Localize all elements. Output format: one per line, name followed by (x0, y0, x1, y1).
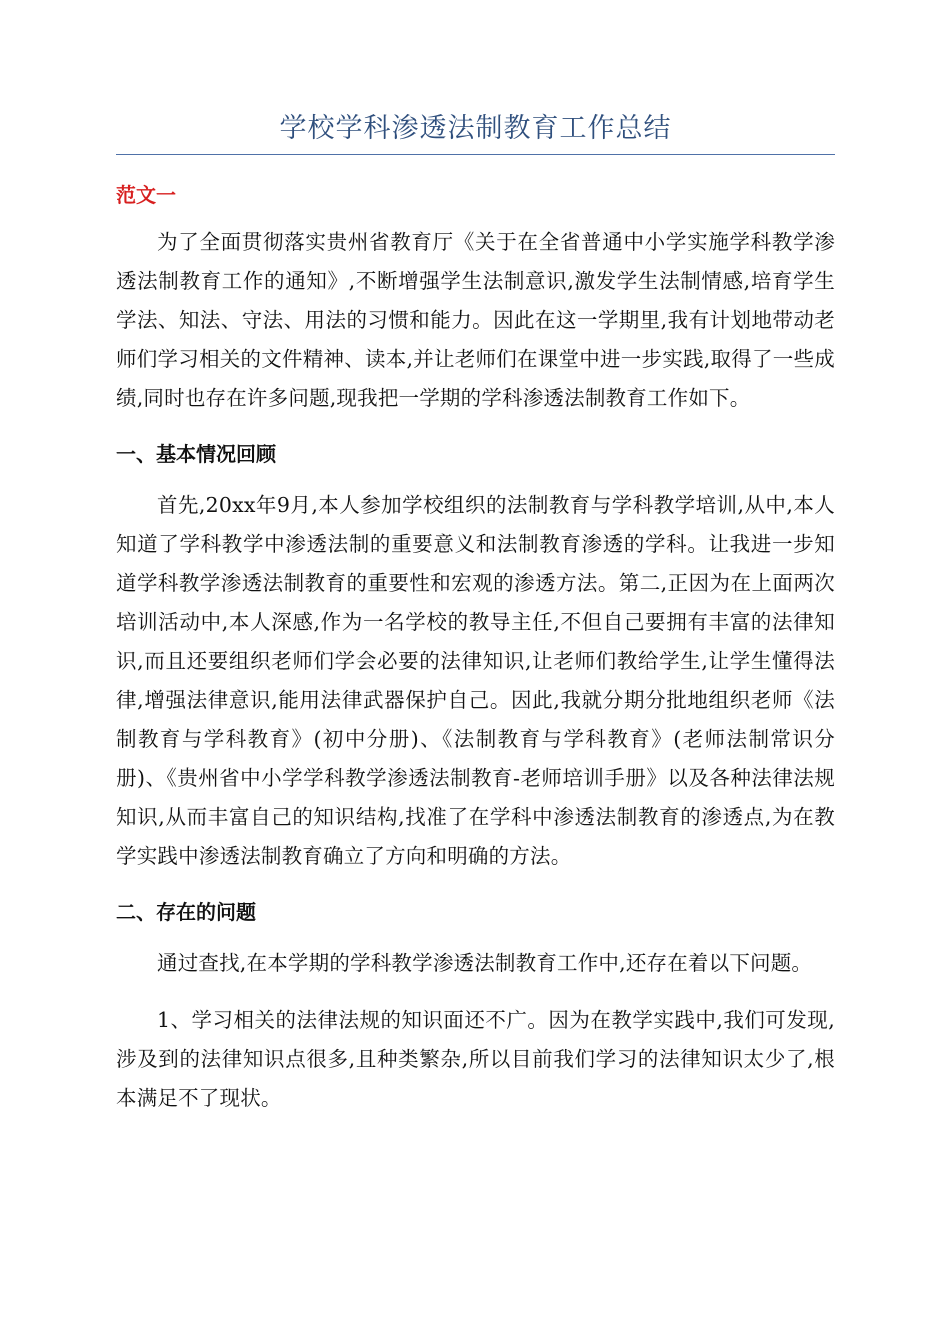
heading-basic-review: 一、基本情况回顾 (116, 442, 276, 466)
paragraph-problems-intro: 通过查找,在本学期的学科教学渗透法制教育工作中,还存在着以下问题。 (157, 951, 813, 975)
section-label: 范文一 (116, 183, 176, 207)
title-underline (116, 154, 835, 155)
document-title: 学校学科渗透法制教育工作总结 (279, 113, 672, 144)
paragraph-basic-review: 首先,20xx年9月,本人参加学校组织的法制教育与学科教学培训,从中,本人知道了学科教学中渗透法制的重要意义和法制教育渗透的学科。让我进一步知道学科教学渗透法制教育的重要性和宏观的渗透方法。第二,正因为在上面两次培训活动中,本人深感,作为一名学校的教导主任,不但自己要拥有丰富的法律知识,而且还要组织老师们学会必要的法律知识,让老师们教给学生,让学生懂得法律,增强法律意识,能用法律武器保护自己。因此,我就分期分批地组织老师《法制教育与学科教育》(初中分册)、《法制教育与学科教育》(老师法制常识分册)、《贵州省中小学学科教学渗透法制教育-老师培训手册》以及各种法律法规知识,从而丰富自己的知识结构,找准了在学科中渗透法制教育的渗透点,为在教学实践中渗透法制教育确立了方向和明确的方法。 (116, 493, 835, 868)
intro-paragraph: 为了全面贯彻落实贵州省教育厅《关于在全省普通中小学实施学科教学渗透法制教育工作的通知》,不断增强学生法制意识,激发学生法制情感,培育学生学法、知法、守法、用法的习惯和能力。因此在这一学期里,我有计划地带动老师们学习相关的文件精神、读本,并让老师们在课堂中进一步实践,取得了一些成绩,同时也存在许多问题,现我把一学期的学科渗透法制教育工作如下。 (116, 230, 835, 410)
document-page (116, 0, 835, 1118)
heading-existing-problems: 二、存在的问题 (116, 900, 256, 924)
paragraph-problem-1: 1、学习相关的法律法规的知识面还不广。因为在教学实践中,我们可发现,涉及到的法律知识点很多,且种类繁杂,所以目前我们学习的法律知识太少了,根本满足不了现状。 (116, 1008, 835, 1110)
